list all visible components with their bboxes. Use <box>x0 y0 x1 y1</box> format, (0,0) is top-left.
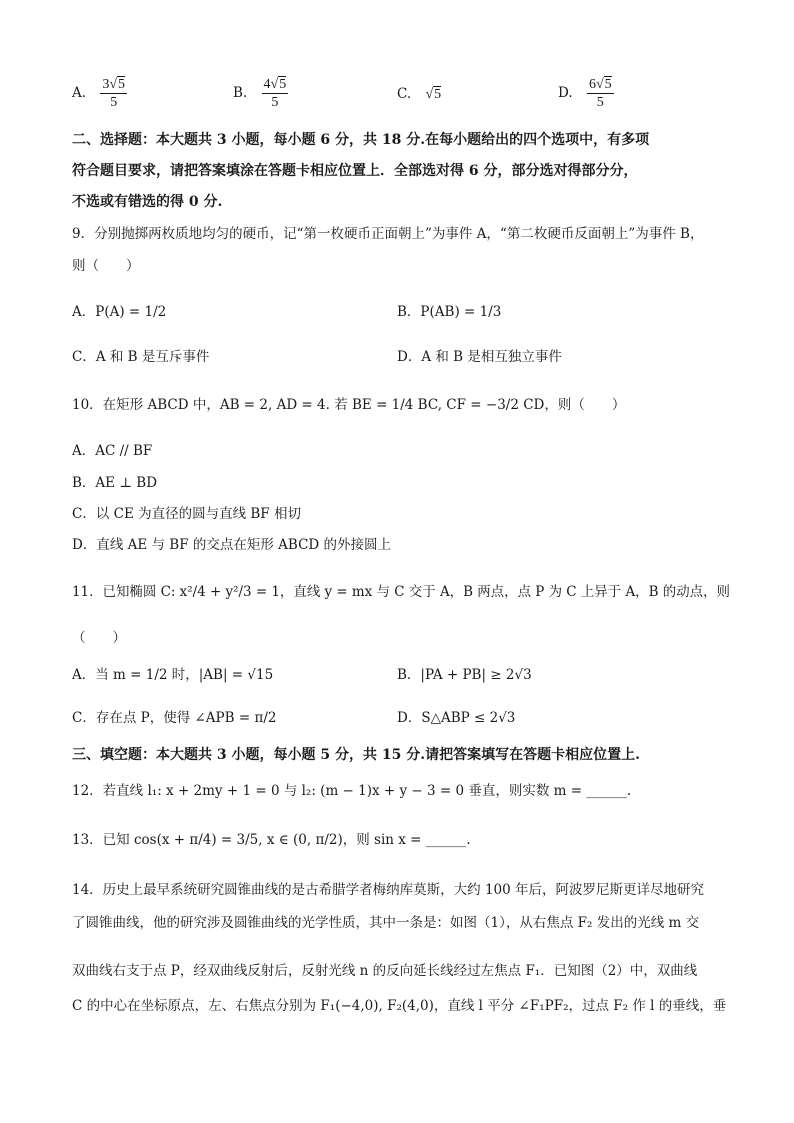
q14-line2: 了圆锥曲线，他的研究涉及圆锥曲线的光学性质，其中一条是：如图（1），从右焦点 F₂ 发出的光线 m 交 <box>72 915 700 931</box>
section2-line2: 符合题目要求，请把答案填涂在答题卡相应位置上．全部选对得 6 分，部分选对得部分分， <box>72 163 638 179</box>
q10-option-c: C．以 CE 为直径的圆与直线 BF 相切 <box>72 506 301 522</box>
q14-line1: 14．历史上最早系统研究圆锥曲线的是古希腊学者梅纳库莫斯，大约 100 年后，阿波罗尼斯更详尽地研究 <box>72 882 705 898</box>
q10-option-b: B．AE ⊥ BD <box>72 475 158 491</box>
q8-a-den: 5 <box>110 95 118 110</box>
q12-text: 12．若直线 l₁: x + 2my + 1 = 0 与 l₂: (m − 1)x + y − 3 = 0 垂直，则实数 m = ______. <box>72 783 632 799</box>
q13-text: 13．已知 cos(x + π/4) = 3/5, x ∈ (0, π/2)，则 sin x = ______. <box>72 832 471 848</box>
q11-option-a: A．当 m = 1/2 时，|AB| = √15 <box>72 667 274 683</box>
q9-option-c: C．A 和 B 是互斥事件 <box>72 349 210 365</box>
q8-option-a <box>72 76 129 111</box>
section3-line1: 三、填空题：本大题共 3 小题，每小题 5 分，共 15 分.请把答案填写在答题卡相应位置上. <box>72 747 640 763</box>
q9-stem-line1: 9．分别抛掷两枚质地均匀的硬币，记“第一枚硬币正面朝上”为事件 A，“第二枚硬币反面朝上”为事件 B， <box>72 226 704 242</box>
q8-d-rad: 5 <box>604 77 612 92</box>
q8-option-c <box>397 84 441 105</box>
section2-line1: 二、选择题：本大题共 3 小题，每小题 6 分，共 18 分.在每小题给出的四个选项中，有多项 <box>72 132 650 148</box>
q9-stem-line2: 则（ ） <box>72 258 140 274</box>
q11-stem: 11．已知椭圆 C: x²/4 + y²/3 = 1，直线 y = mx 与 C 交于 A，B 两点，点 P 为 C 上异于 A，B 的动点，则 <box>72 584 730 600</box>
q11-paren: （ ） <box>72 630 126 646</box>
q11-option-c: C．存在点 P，使得 ∠APB = π/2 <box>72 710 277 726</box>
q11-option-d: D．S△ABP ≤ 2√3 <box>397 710 516 726</box>
q10-stem: 10．在矩形 ABCD 中，AB = 2, AD = 4. 若 BE = 1/4 BC, CF = −3/2 CD，则（ ） <box>72 397 626 413</box>
q8-option-d-label: D. <box>558 85 573 101</box>
q11-option-b: B．|PA + PB| ≥ 2√3 <box>397 667 532 683</box>
q8-a-coef: 3 <box>102 77 110 92</box>
q10-option-d: D．直线 AE 与 BF 的交点在矩形 ABCD 的外接圆上 <box>72 537 392 553</box>
q8-a-rad: 5 <box>118 77 126 92</box>
q8-option-c-label: C. <box>397 86 412 102</box>
q8-option-b-label: B. <box>233 85 248 101</box>
section2-line3: 不选或有错选的得 0 分. <box>72 194 223 210</box>
q14-line4: C 的中心在坐标原点，左、右焦点分别为 F₁(−4,0), F₂(4,0)，直线 l 平分 ∠F₁PF₂，过点 F₂ 作 l 的垂线，垂 <box>72 998 727 1014</box>
q9-option-b: B．P(AB) = 1/3 <box>397 304 502 320</box>
q8-option-b <box>233 76 290 111</box>
q14-line3: 双曲线右支于点 P，经双曲线反射后，反射光线 n 的反向延长线经过左焦点 F₁．已知图（2）中，双曲线 <box>72 963 698 979</box>
q8-option-b-fraction: $\frac{4√5}{5}$ <box>263 77 287 110</box>
q8-d-coef: 6 <box>588 77 596 92</box>
q8-b-coef: 4 <box>263 77 271 92</box>
q8-b-den: 5 <box>271 95 279 110</box>
q9-option-a: A．P(A) = 1/2 <box>72 304 167 320</box>
q8-option-d-fraction: $\frac{6√5}{5}$ <box>588 77 612 110</box>
q8-option-a-label: A. <box>72 85 87 101</box>
q8-d-den: 5 <box>596 95 604 110</box>
q8-c-rad: 5 <box>434 87 442 102</box>
q8-option-c-sqrt: √5 <box>425 87 442 102</box>
q9-option-d: D．A 和 B 是相互独立事件 <box>397 349 562 365</box>
q8-b-rad: 5 <box>279 77 287 92</box>
q10-option-a: A．AC // BF <box>72 443 153 459</box>
q8-option-d <box>558 76 616 111</box>
q8-option-a-fraction: $\frac{3√5}{5}$ <box>102 77 126 110</box>
